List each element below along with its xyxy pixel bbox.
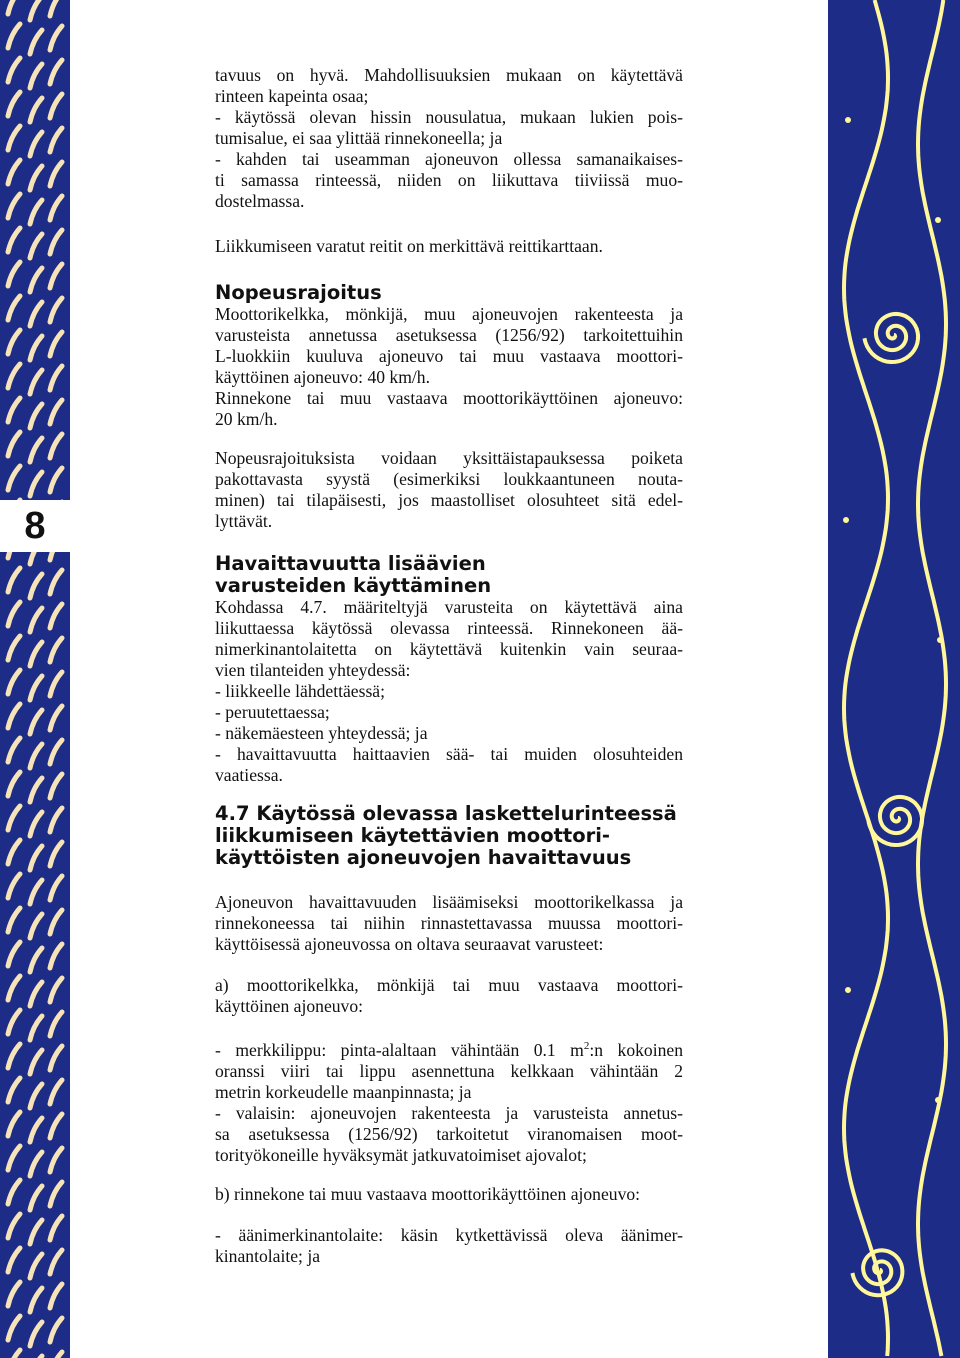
paragraph-aanimerkki bbox=[215, 1225, 683, 1267]
text-segment: :n kokoinen bbox=[589, 1040, 684, 1060]
dash-mark bbox=[50, 774, 62, 798]
text-line: pakottavasta syystä (esimerkiksi loukkaantuneen nouta- bbox=[215, 469, 683, 489]
page-number: 8 bbox=[0, 500, 70, 552]
text-line: Moottorikelkka, mönkijä, muu ajoneuvojen rakenteesta ja bbox=[215, 304, 683, 324]
dash-mark bbox=[8, 874, 20, 898]
text-line: a) moottorikelkka, mönkijä tai muu vastaava moottori- bbox=[215, 975, 683, 995]
dash-mark bbox=[8, 704, 20, 728]
text-line: - havaittavuutta haittaavien sää- tai muiden olosuhteiden bbox=[215, 744, 683, 764]
dash-mark bbox=[30, 642, 42, 666]
heading-line: Havaittavuutta lisäävien bbox=[215, 552, 486, 575]
spiral-ornament bbox=[868, 797, 922, 845]
dash-mark bbox=[8, 1078, 20, 1102]
dash-mark bbox=[8, 364, 20, 388]
dash-mark bbox=[50, 1080, 62, 1104]
dash-mark bbox=[8, 398, 20, 422]
dash-mark bbox=[30, 1220, 42, 1244]
dot-ornament bbox=[843, 517, 849, 523]
text-line: ti samassa rinteessä, niiden on liikuttava tiiviissä muo- bbox=[215, 170, 683, 190]
dash-mark bbox=[8, 296, 20, 320]
text-line: - kahden tai useamman ajoneuvon ollessa samanaikaises- bbox=[215, 149, 683, 169]
dash-mark bbox=[8, 1248, 20, 1272]
dash-mark bbox=[30, 268, 42, 292]
dash-mark bbox=[8, 1112, 20, 1136]
dash-mark bbox=[30, 1152, 42, 1176]
dash-mark bbox=[30, 778, 42, 802]
text-line: käyttöinen ajoneuvo: bbox=[215, 996, 364, 1016]
dash-mark bbox=[30, 676, 42, 700]
paragraph-poikkeus bbox=[215, 448, 683, 532]
dash-mark bbox=[50, 1250, 62, 1274]
paragraph-merkkilippu bbox=[215, 1040, 683, 1166]
text-line: Liikkumiseen varatut reitit on merkittävä reittikarttaan. bbox=[215, 236, 603, 256]
dash-mark bbox=[30, 982, 42, 1006]
dash-mark bbox=[30, 1084, 42, 1108]
text-line: dostelmassa. bbox=[215, 191, 305, 211]
dash-mark bbox=[50, 298, 62, 322]
dash-mark bbox=[50, 1012, 62, 1036]
paragraph-hissi bbox=[215, 65, 683, 212]
dot-ornament bbox=[937, 637, 943, 643]
dash-mark bbox=[8, 58, 20, 82]
right-wave-pattern bbox=[828, 0, 960, 1358]
spiral-ornament bbox=[864, 314, 918, 362]
dash-mark bbox=[30, 438, 42, 462]
dash-mark bbox=[50, 842, 62, 866]
dot-ornament bbox=[935, 217, 941, 223]
text-line: rinnekoneessa tai niihin rinnastettavassa muussa moottori- bbox=[215, 913, 683, 933]
dash-mark bbox=[30, 234, 42, 258]
text-line: liikuttaessa käytössä olevassa rinteessä. Rinnekoneen ää- bbox=[215, 618, 683, 638]
dash-mark bbox=[30, 472, 42, 496]
text-line: tavuus on hyvä. Mahdollisuuksien mukaan on käytettävä bbox=[215, 65, 683, 85]
dash-mark bbox=[8, 636, 20, 660]
text-line: tumisalue, ei saa ylittää rinnekoneella; ja bbox=[215, 128, 503, 148]
dash-mark bbox=[30, 200, 42, 224]
dash-mark bbox=[50, 332, 62, 356]
dash-mark bbox=[30, 948, 42, 972]
dash-mark bbox=[30, 132, 42, 156]
dash-mark bbox=[30, 166, 42, 190]
wave-line bbox=[918, 0, 946, 1356]
text-line: käyttöisessä ajoneuvossa on oltava seuraavat varusteet: bbox=[215, 934, 604, 954]
text-line: - peruutettaessa; bbox=[215, 702, 330, 722]
heading-nopeusrajoitus bbox=[215, 282, 683, 304]
dash-mark bbox=[8, 1350, 20, 1358]
dash-mark bbox=[50, 230, 62, 254]
dash-mark bbox=[50, 128, 62, 152]
dash-mark bbox=[8, 908, 20, 932]
dash-mark bbox=[50, 1284, 62, 1308]
dash-mark bbox=[30, 1016, 42, 1040]
paragraph-reitit bbox=[215, 236, 683, 257]
dash-mark bbox=[50, 1182, 62, 1206]
text-line: vien tilanteiden yhteydessä: bbox=[215, 660, 411, 680]
dash-mark bbox=[8, 976, 20, 1000]
dash-mark bbox=[8, 1316, 20, 1340]
text-line: - näkemäesteen yhteydessä; ja bbox=[215, 723, 428, 743]
dash-mark bbox=[8, 568, 20, 592]
text-line: vaatiessa. bbox=[215, 765, 283, 785]
dash-mark bbox=[30, 710, 42, 734]
dash-mark bbox=[8, 670, 20, 694]
text-line: - äänimerkinantolaite: käsin kytkettävissä oleva äänimer- bbox=[215, 1225, 683, 1245]
dash-mark bbox=[8, 1146, 20, 1170]
dash-mark bbox=[30, 914, 42, 938]
paragraph-varusteet bbox=[215, 597, 683, 786]
dash-mark bbox=[50, 162, 62, 186]
dash-mark bbox=[50, 706, 62, 730]
text-line: Kohdassa 4.7. määriteltyjä varusteita on käytettävä aina bbox=[215, 597, 683, 617]
heading-line: liikkumiseen käytettävien moottori- bbox=[215, 824, 611, 847]
spiral-ornament bbox=[852, 1250, 902, 1295]
dash-mark bbox=[8, 1214, 20, 1238]
dash-mark bbox=[8, 262, 20, 286]
dash-mark bbox=[50, 1046, 62, 1070]
section-heading: Nopeusrajoitus bbox=[215, 281, 382, 304]
text-line: minen) tai tilapäisesti, jos maastolliset olosuhteet sitä edel- bbox=[215, 490, 683, 510]
dash-mark bbox=[50, 910, 62, 934]
dash-mark bbox=[50, 1114, 62, 1138]
dash-mark bbox=[50, 94, 62, 118]
dash-mark bbox=[50, 1352, 62, 1358]
dash-mark bbox=[50, 434, 62, 458]
dash-mark bbox=[30, 64, 42, 88]
text-line: nimerkinantolaitetta on käytettävä kuitenkin vain seuraa- bbox=[215, 639, 683, 659]
text-line: L-luokkiin kuuluva ajoneuvo tai muu vastaava moottori- bbox=[215, 346, 683, 366]
dash-mark bbox=[50, 808, 62, 832]
dash-mark bbox=[50, 400, 62, 424]
dash-mark bbox=[50, 0, 62, 16]
heading-line: varusteiden käyttäminen bbox=[215, 574, 492, 597]
dash-mark bbox=[50, 672, 62, 696]
dash-mark bbox=[50, 196, 62, 220]
dash-mark bbox=[50, 468, 62, 492]
text-line: kinantolaite; ja bbox=[215, 1246, 321, 1266]
right-decorative-border bbox=[828, 0, 960, 1358]
dash-mark bbox=[30, 812, 42, 836]
paragraph-kohta-b bbox=[215, 1184, 683, 1205]
dash-mark bbox=[8, 1044, 20, 1068]
dash-mark bbox=[8, 1180, 20, 1204]
text-line: metrin korkeudelle maanpinnasta; ja bbox=[215, 1082, 472, 1102]
dash-mark bbox=[8, 942, 20, 966]
dash-mark bbox=[30, 30, 42, 54]
dash-mark bbox=[8, 602, 20, 626]
dash-mark bbox=[8, 840, 20, 864]
text-line: torityökoneille hyväksymät jatkuvatoimiset ajovalot; bbox=[215, 1145, 587, 1165]
section-heading bbox=[215, 803, 683, 869]
text-line bbox=[215, 1040, 683, 1061]
dash-mark bbox=[30, 1322, 42, 1346]
heading-havaittavuus bbox=[215, 553, 683, 597]
text-line: - käytössä olevan hissin nousulatua, mukaan lukien pois- bbox=[215, 107, 683, 127]
dash-mark bbox=[8, 1282, 20, 1306]
dash-mark bbox=[50, 638, 62, 662]
dash-mark bbox=[8, 806, 20, 830]
heading-line: 4.7 Käytössä olevassa laskettelurinteessä bbox=[215, 802, 677, 825]
text-line: oranssi viiri tai lippu asennettuna kelkkaan vähintään 2 bbox=[215, 1061, 683, 1081]
dash-mark bbox=[30, 1288, 42, 1312]
dash-mark bbox=[30, 0, 42, 20]
dot-ornament bbox=[845, 117, 851, 123]
heading-4-7 bbox=[215, 803, 683, 869]
superscript: 2 bbox=[583, 1040, 590, 1052]
text-line: sa asetuksessa (1256/92) tarkoitetut viranomaisen moot- bbox=[215, 1124, 683, 1144]
text-line: 20 km/h. bbox=[215, 409, 278, 429]
dash-mark bbox=[8, 160, 20, 184]
dash-mark bbox=[8, 466, 20, 490]
text-segment: - merkkilippu: pinta-alaltaan vähintään 0.1 m bbox=[215, 1040, 584, 1060]
dash-mark bbox=[30, 608, 42, 632]
wave-line bbox=[844, 0, 888, 1356]
dash-mark bbox=[8, 194, 20, 218]
heading-line: käyttöisten ajoneuvojen havaittavuus bbox=[215, 846, 632, 869]
dash-mark bbox=[8, 772, 20, 796]
dash-mark bbox=[30, 370, 42, 394]
dash-mark bbox=[50, 1216, 62, 1240]
dash-mark bbox=[50, 366, 62, 390]
dash-mark bbox=[30, 336, 42, 360]
dash-mark bbox=[8, 432, 20, 456]
dash-mark bbox=[8, 126, 20, 150]
dash-mark bbox=[30, 98, 42, 122]
dash-mark bbox=[8, 24, 20, 48]
dash-mark bbox=[50, 876, 62, 900]
dash-mark bbox=[30, 302, 42, 326]
left-dash-pattern bbox=[0, 0, 70, 1358]
text-line: lyttävät. bbox=[215, 511, 273, 531]
paragraph-ajoneuvon-havaittavuus bbox=[215, 892, 683, 955]
paragraph-nopeus bbox=[215, 304, 683, 430]
text-line: käyttöinen ajoneuvo: 40 km/h. bbox=[215, 367, 430, 387]
dash-mark bbox=[50, 264, 62, 288]
dash-mark bbox=[50, 604, 62, 628]
dash-mark bbox=[50, 978, 62, 1002]
dash-mark bbox=[8, 330, 20, 354]
dash-mark bbox=[30, 846, 42, 870]
dash-mark bbox=[50, 1318, 62, 1342]
dash-mark bbox=[8, 1010, 20, 1034]
dash-mark bbox=[30, 404, 42, 428]
dot-ornament bbox=[935, 1097, 941, 1103]
dash-mark bbox=[30, 1050, 42, 1074]
text-line: Ajoneuvon havaittavuuden lisäämiseksi moottorikelkassa ja bbox=[215, 892, 683, 912]
paragraph-kohta-a bbox=[215, 975, 683, 1017]
dash-mark bbox=[8, 0, 20, 14]
dash-mark bbox=[8, 738, 20, 762]
dash-mark bbox=[30, 744, 42, 768]
dash-mark bbox=[50, 60, 62, 84]
dash-mark bbox=[30, 1118, 42, 1142]
text-line: varusteista annetussa asetuksessa (1256/92) tarkoitettuihin bbox=[215, 325, 683, 345]
dash-mark bbox=[50, 570, 62, 594]
dash-mark bbox=[50, 944, 62, 968]
left-decorative-border bbox=[0, 0, 70, 1358]
text-line: rinteen kapeinta osaa; bbox=[215, 86, 369, 106]
dash-mark bbox=[30, 1254, 42, 1278]
dash-mark bbox=[8, 228, 20, 252]
text-line: b) rinnekone tai muu vastaava moottorikäyttöinen ajoneuvo: bbox=[215, 1184, 641, 1204]
dash-mark bbox=[30, 1186, 42, 1210]
dash-mark bbox=[30, 574, 42, 598]
dash-mark bbox=[30, 880, 42, 904]
text-line: - liikkeelle lähdettäessä; bbox=[215, 681, 386, 701]
text-line: Rinnekone tai muu vastaava moottorikäyttöinen ajoneuvo: bbox=[215, 388, 683, 408]
dot-ornament bbox=[845, 987, 851, 993]
text-line: Nopeusrajoituksista voidaan yksittäistapauksessa poiketa bbox=[215, 448, 683, 468]
text-line: - valaisin: ajoneuvojen rakenteesta ja varusteista annetus- bbox=[215, 1103, 683, 1123]
section-heading bbox=[215, 553, 683, 597]
dash-mark bbox=[50, 26, 62, 50]
dash-mark bbox=[50, 740, 62, 764]
dash-mark bbox=[50, 1148, 62, 1172]
dash-mark bbox=[8, 92, 20, 116]
